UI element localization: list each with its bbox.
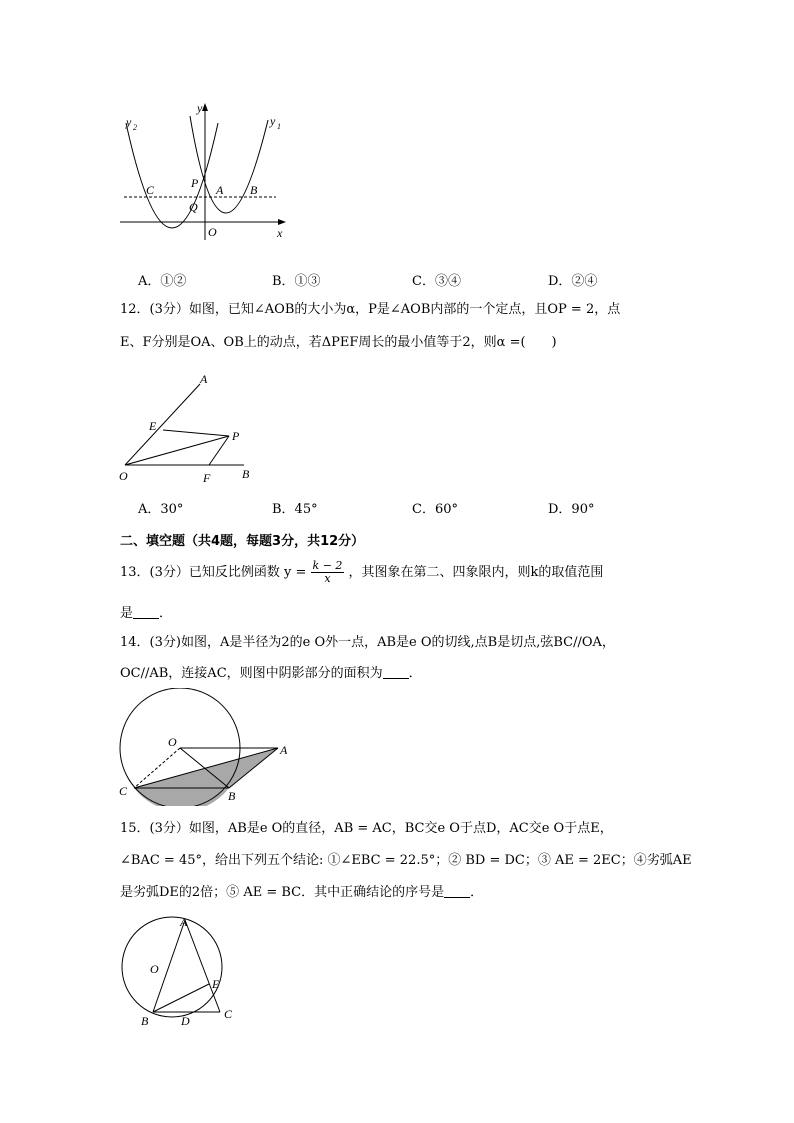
section-2-title: 二、填空题（共4题，每题3分，共12分） (120, 534, 365, 549)
label-y1: y (270, 114, 276, 128)
q14-answer-blank[interactable] (383, 665, 409, 679)
label-E: E (149, 419, 157, 433)
segment-AC (185, 920, 220, 1012)
q14-line-2: OC//AB，连接AC，则图中阴影部分的面积为 ． (120, 666, 422, 681)
label-x: x (277, 226, 283, 240)
q13-text-a: 13．(3分）已知反比例函数 y = (120, 565, 307, 580)
parabola-y2 (126, 123, 218, 228)
q13-frac-denominator: x (324, 572, 331, 585)
q12-line-2: E、F分别是OA、OB上的动点，若ΔPEF周长的最小值等于2，则α =( ) (120, 335, 557, 350)
label-y2-sub: 2 (133, 123, 137, 132)
label-B: B (228, 789, 236, 803)
label-B: B (242, 467, 250, 481)
q15-line-3-text: 是劣弧DE的2倍；⑤ AE = BC．其中正确结论的序号是 (120, 885, 445, 900)
label-y: y (197, 101, 203, 115)
q14-line-2-text: OC//AB，连接AC，则图中阴影部分的面积为 (120, 666, 383, 681)
label-C: C (119, 784, 128, 798)
q13-answer-blank[interactable] (133, 605, 159, 619)
q14-line-1: 14．(3分)如图，A是半径为2的e O外一点，AB是e O的切线,点B是切点,弦BC//OA， (120, 635, 615, 650)
x-axis-arrow (278, 219, 286, 225)
q15-line-3: 是劣弧DE的2倍；⑤ AE = BC．其中正确结论的序号是 ． (120, 885, 484, 900)
label-P: P (232, 429, 240, 443)
q13-frac-numerator: k − 2 (312, 559, 343, 572)
q11-option-c[interactable]: C．③④ (412, 274, 461, 289)
q13-line-2-text: 是 (120, 606, 134, 621)
q12-angle-figure (112, 370, 272, 486)
label-O: O (150, 962, 159, 976)
q15-circle-figure (112, 912, 252, 1030)
label-A: A (200, 372, 208, 386)
parabola-y1 (190, 116, 268, 213)
q13-fraction (311, 560, 345, 585)
label-B: B (250, 183, 258, 197)
q11-option-d[interactable]: D．②④ (548, 274, 598, 289)
label-P: P (191, 176, 199, 190)
label-F: F (203, 471, 211, 485)
q13-line-1 (120, 560, 603, 585)
q14-circle-figure (112, 688, 292, 806)
label-C: C (146, 183, 155, 197)
q13-text-b: ，其图象在第二、四象限内，则k的取值范围 (348, 565, 604, 580)
label-y1-sub: 1 (277, 122, 281, 131)
q12-option-c[interactable]: C．60° (412, 502, 458, 517)
label-y2: y (126, 115, 132, 129)
label-A: A (180, 915, 188, 929)
y-axis-arrow (202, 103, 208, 111)
label-E: E (212, 977, 220, 991)
q12-option-d[interactable]: D．90° (548, 502, 595, 517)
q11-option-a[interactable]: A．①② (138, 274, 187, 289)
q11-option-b[interactable]: B．①③ (272, 274, 321, 289)
q11-parabola-figure (112, 98, 302, 244)
q15-answer-blank[interactable] (444, 884, 470, 898)
label-B: B (141, 1014, 149, 1028)
ray-OA (125, 384, 200, 465)
label-O: O (168, 735, 177, 749)
label-O: O (208, 225, 217, 239)
segment-EP (163, 430, 229, 436)
label-A: A (216, 183, 224, 197)
label-D: D (181, 1014, 190, 1028)
q12-line-1: 12．(3分）如图，已知∠AOB的大小为α，P是∠AOB内部的一个定点，且OP = 2，点 (120, 302, 621, 317)
q12-option-a[interactable]: A．30° (138, 502, 184, 517)
label-A: A (280, 743, 288, 757)
q15-line-2: ∠BAC = 45°，给出下列五个结论: ①∠EBC = 22.5°；② BD = DC；③ AE = 2EC；④劣弧AE (120, 853, 692, 868)
label-O: O (119, 469, 128, 483)
q13-line-2: 是 ． (120, 606, 173, 621)
label-Q: Q (189, 200, 198, 214)
q15-line-1: 15．(3分）如图，AB是e O的直径，AB = AC，BC交e O于点D，AC交e O于点E， (120, 821, 613, 836)
segment-OP (125, 436, 229, 465)
q12-option-b[interactable]: B．45° (272, 502, 318, 517)
label-C: C (224, 1007, 233, 1021)
